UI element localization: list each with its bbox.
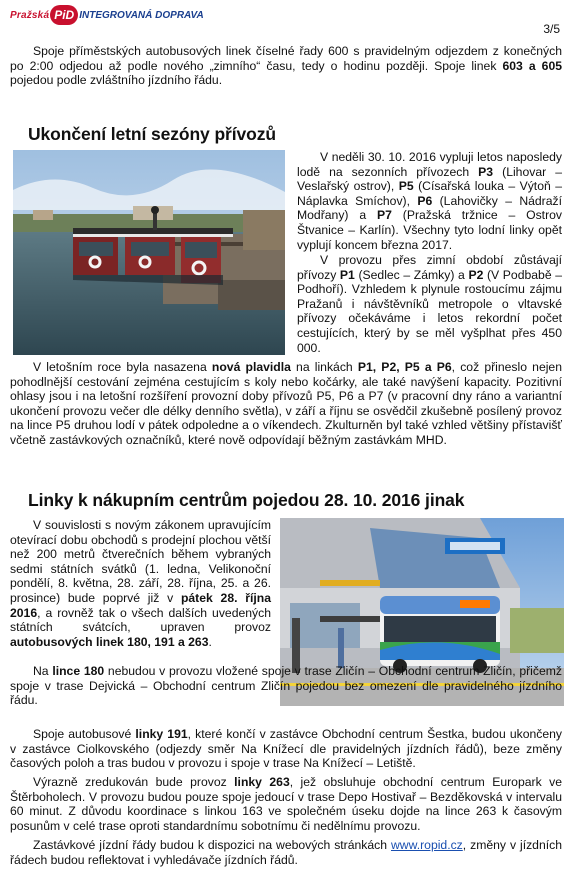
logo-mark: PiD — [50, 5, 78, 25]
ferries-paragraph-2: V provozu přes zimní období zůstávají přívozy P1 (Sedlec – Zámky) a P2 (V Podbabě – Podhoří). Vzhledem k plynule rostoucímu zájmu Pražanů i návštěvníků metropole o vltavské přívozy očekáváme i letos rekordní počet cestujících, který by se měl vyšplhat přes 450 000. — [297, 253, 563, 355]
intro-paragraph: Spoje příměstských autobusových linek číselné řady 600 s pravidelným odjezdem z konečných po 2:00 odjedou až podle nového „zimního“ času, tedy o hodinu později. Spoje linek 603 a 605 pojedou podle zvláštního jízdního řádu. — [10, 44, 562, 88]
ferries-paragraph-3: V letošním roce byla nasazena nová plavidla na linkách P1, P2, P5 a P6, což přineslo nejen pohodlnější cestování zejména cestujícím s koly nebo kočárky, ale také navýšení kapacity. Pozitivní ohlasy jsou i na letošní rozšíření provozní doby přívozů P5, P6 a P7 (v pracovní dny ráno a variantní ukončení provozu večer dle délky denního světla), v září a říjnu se osvědčil zkušebně posílený provoz na lince P5 druhou lodí v pátek odpoledne a o víkendech. Zkulturněn byl také vzhled většiny přístavišť včetně zastávkových označníků, které nově odpovídají běžným zastávkám MHD. — [10, 360, 562, 447]
shopping-paragraph-5: Zastávkové jízdní řády budou k dispozici na webových stránkách www.ropid.cz, změny v jízdních řádech budou reflektovat i vyhledávače jízdních řádů. — [10, 838, 562, 867]
ropid-link[interactable]: www.ropid.cz — [390, 838, 463, 852]
page-header — [10, 4, 562, 36]
shopping-paragraph-1: V souvislosti s novým zákonem upravujícím otevírací dobu obchodů s prodejní plochou větší než 200 metrů čtverečních během vybraných sedmi státních svátků (1. ledna, Velikonoční pondělí, 8. května, 28. září, 28. října, 25. a 26. prosince) bude poprvé již v pátek 28. října 2016, a rovněž tak o všech dalších uvedených státních svátcích, upraven provoz autobusových linek 180, 191 a 263. — [10, 518, 271, 649]
shopping-paragraph-3: Spoje autobusové linky 191, které končí v zastávce Obchodní centrum Šestka, budou ukončeny v zastávce Ciolkovského (odjezdy směr Na Knížecí dle pravidelných jízdních řádů), beze změny časových poloh a tras budou v provozu i spoje v trase Na Knížecí – Letiště. — [10, 727, 563, 771]
pid-logo — [10, 4, 204, 26]
ferries-paragraph-1: V neděli 30. 10. 2016 vypluji letos naposledy lodě na sezonních přívozech P3 (Lihovar – Veslařský ostrov), P5 (Císařská louka – Výtoň – Náplavka Smíchov), P6 (Lahovičky – Nádraží Modřany) a P7 (Pražská tržnice – Ostrov Štvanice – Karlín). Všechny tyto lodní linky opět vyplují koncem března 2017. — [297, 150, 562, 252]
logo-text-left: Pražská — [10, 9, 50, 21]
shopping-paragraph-2: Na lince 180 nebudou v provozu vložené spoje v trase Zličín – Obchodní centrum Zličín, přičemž spoje v trase Dejvická – Obchodní centrum Zličín pojedou bez omezení dle pravidelného jízdního řádu. — [10, 664, 563, 708]
section-heading-ferries: Ukončení letní sezóny přívozů — [28, 124, 276, 144]
ferry-photo — [13, 150, 285, 355]
page-number: 3/5 — [543, 22, 560, 36]
logo-text-right: INTEGROVANÁ DOPRAVA — [79, 9, 204, 21]
section-heading-shopping-centres: Linky k nákupním centrům pojedou 28. 10. 2016 jinak — [28, 490, 465, 510]
shopping-paragraph-4: Výrazně zredukován bude provoz linky 263, jež obsluhuje obchodní centrum Europark ve Štěrboholech. V provozu budou pouze spoje jedoucí v trase Depo Hostivař – Bezděkovská v intervalu 60 minut. Z důvodu koordinace s linkou 163 ve společném úseku dojde na lince 263 k časovým posunům v celé trase oproti standardnímu sobotnímu či nedělnímu provozu. — [10, 775, 562, 833]
